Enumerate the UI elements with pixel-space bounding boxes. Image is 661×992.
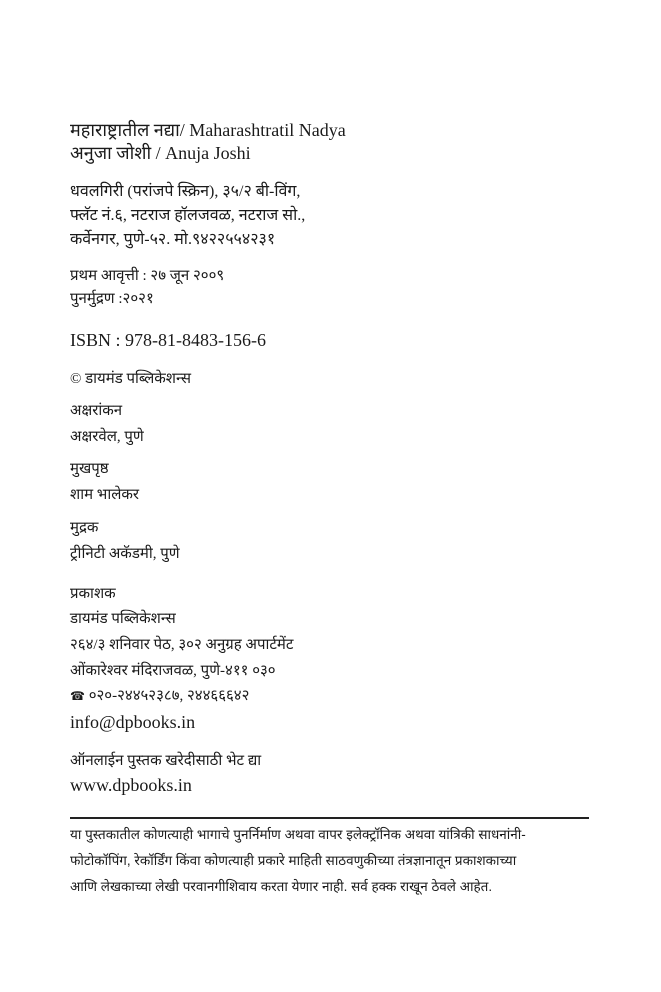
author-address-line: फ्लॅट नं.६, नटराज हॉलजवळ, नटराज सो.,	[70, 207, 306, 224]
publisher-name: डायमंड पब्लिकेशन्स	[70, 611, 176, 627]
disclaimer-line: फोटोकॉपिंग, रेकॉर्डिंग किंवा कोणत्याही प्रकारे माहिती साठवणुकीच्या तंत्रज्ञानातून प्रकाशकाच्या	[70, 853, 517, 868]
isbn: ISBN : 978-81-8483-156-6	[70, 330, 266, 350]
phone-numbers: ०२०-२४४५२३८७, २४४६६६४२	[88, 688, 250, 704]
first-edition: प्रथम आवृत्ती : २७ जून २००९	[70, 268, 225, 284]
cover-label: मुखपृष्ठ	[70, 461, 109, 477]
publisher-label: प्रकाशक	[70, 586, 116, 602]
author-address-line: कर्वेनगर, पुणे-५२. मो.९४२२५५४२३१	[70, 231, 276, 248]
disclaimer-line: या पुस्तकातील कोणत्याही भागाचे पुनर्निर्माण अथवा वापर इलेक्ट्रॉनिक अथवा यांत्रिकी साधनांनी-	[70, 827, 526, 842]
phone-line	[70, 686, 249, 706]
copyright: © डायमंड पब्लिकेशन्स	[70, 371, 191, 387]
author-name: अनुजा जोशी / Anuja Joshi	[70, 143, 251, 163]
typesetting-value: अक्षरवेल, पुणे	[70, 429, 144, 445]
online-text: ऑनलाईन पुस्तक खरेदीसाठी भेट द्या	[70, 753, 262, 769]
printer-value: ट्रीनिटी अकॅडमी, पुणे	[70, 546, 180, 562]
publisher-address-line: २६४/३ शनिवार पेठ, ३०२ अनुग्रह अपार्टमेंट	[70, 637, 294, 653]
disclaimer	[70, 822, 600, 900]
author-address-line: धवलगिरी (परांजपे स्क्रिन), ३५/२ बी-विंग,	[70, 183, 301, 200]
publisher-address-line: ओंकारेश्वर मंदिराजवळ, पुणे-४११ ०३०	[70, 663, 276, 679]
divider	[70, 817, 589, 819]
phone-icon: ☎	[70, 689, 85, 703]
disclaimer-line: आणि लेखकाच्या लेखी परवानगीशिवाय करता येणार नाही. सर्व हक्क राखून ठेवले आहेत.	[70, 879, 493, 894]
book-title: महाराष्ट्रातील नद्या/ Maharashtratil Nadya	[70, 120, 346, 140]
cover-value: शाम भालेकर	[70, 487, 140, 503]
email-link[interactable]: info@dpbooks.in	[70, 712, 196, 732]
printer-label: मुद्रक	[70, 520, 99, 536]
reprint: पुनर्मुद्रण :२०२१	[70, 291, 154, 307]
website-link[interactable]: www.dpbooks.in	[70, 775, 192, 795]
typesetting-label: अक्षरांकन	[70, 403, 123, 419]
